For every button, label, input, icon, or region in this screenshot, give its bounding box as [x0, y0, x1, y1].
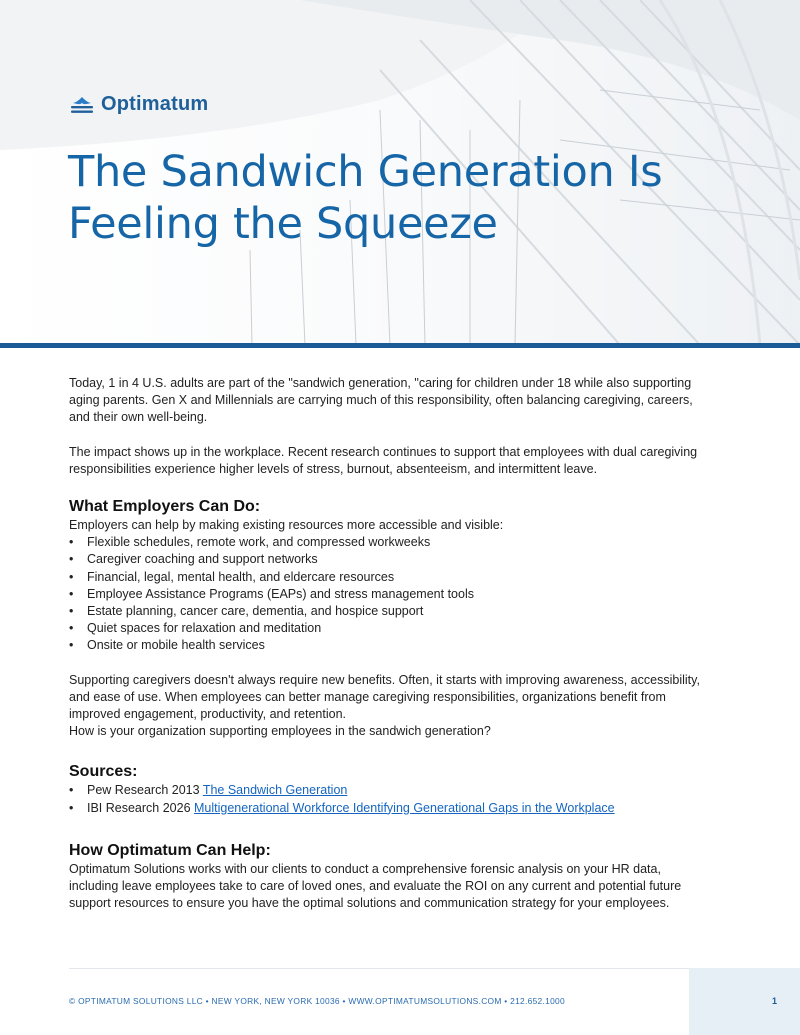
help-paragraph: Optimatum Solutions works with our clients to conduct a comprehensive forensic analysis on your HR data, including leave employees take to care of loved ones, and evaluate the ROI on any current and potential future support resources to ensure you have the optimal solutions and communication strategy for your employees.	[69, 861, 682, 911]
employers-heading: What Employers Can Do:	[69, 498, 261, 516]
sources-heading: Sources:	[69, 763, 138, 781]
intro-paragraph-2: The impact shows up in the workplace. Recent research continues to support that employees with dual caregiving responsibilities experience higher levels of stress, burnout, absenteeism, and intermittent leave.	[69, 444, 698, 476]
logo-icon	[69, 95, 95, 115]
help-heading: How Optimatum Can Help:	[69, 841, 271, 859]
source-prefix: IBI Research 2026	[87, 800, 195, 815]
list-item	[69, 586, 709, 603]
list-item-text: Onsite or mobile health services	[87, 638, 265, 653]
source-prefix: Pew Research 2013	[87, 783, 203, 798]
employers-list	[69, 534, 709, 654]
footer-contact: © OPTIMATUM SOLUTIONS LLC • NEW YORK, NEW YORK 10036 • WWW.OPTIMATUMSOLUTIONS.COM • 212.652.1000	[69, 996, 565, 1006]
employers-lead: Employers can help by making existing resources more accessible and visible:	[69, 518, 504, 533]
header-banner	[0, 0, 800, 350]
bullet-icon: •	[69, 800, 74, 815]
page-number: 1	[772, 996, 778, 1006]
article-body	[69, 375, 709, 912]
list-item-text: Caregiver coaching and support networks	[87, 552, 318, 567]
bullet-icon: •	[69, 638, 74, 653]
title-line-1: The Sandwich Generation Is	[68, 147, 663, 197]
list-item	[69, 569, 709, 586]
bullet-icon: •	[69, 783, 74, 798]
list-item	[69, 620, 709, 637]
list-item-text: Quiet spaces for relaxation and meditation	[87, 621, 322, 636]
list-item-text: Flexible schedules, remote work, and compressed workweeks	[87, 535, 431, 550]
brand-logo	[69, 93, 208, 116]
source-item	[69, 800, 709, 817]
source-link-multigenerational-workforce[interactable]: Multigenerational Workforce Identifying Generational Gaps in the Workplace	[194, 800, 615, 815]
source-link-sandwich-generation[interactable]: The Sandwich Generation	[202, 783, 348, 798]
footer-divider	[69, 968, 689, 969]
footer-page-box	[689, 968, 800, 1035]
list-item	[69, 637, 709, 654]
spacer	[69, 817, 709, 839]
source-item	[69, 782, 709, 799]
page-title	[68, 146, 748, 250]
bullet-icon: •	[69, 535, 74, 550]
list-item-text: Estate planning, cancer care, dementia, and hospice support	[87, 604, 424, 619]
brand-name: Optimatum	[101, 93, 209, 115]
bullet-icon: •	[69, 569, 74, 584]
bullet-icon: •	[69, 552, 74, 567]
bullet-icon: •	[69, 586, 74, 601]
employers-closing: Supporting caregivers doesn't always require new benefits. Often, it starts with improving awareness, accessibility, and ease of use. When employees can better manage caregiving responsibilities, organizations benefit from improved engagement, productivity, and retention.	[69, 672, 700, 722]
intro-paragraph-1: Today, 1 in 4 U.S. adults are part of the "sandwich generation, "caring for children under 18 while also supporting aging parents. Gen X and Millennials are carrying much of this responsibility, often balancing caregiving, careers, and their own well-being.	[69, 376, 693, 425]
bullet-icon: •	[69, 604, 74, 619]
list-item	[69, 551, 709, 568]
list-item	[69, 534, 709, 551]
spacer	[69, 740, 709, 760]
title-line-2: Feeling the Squeeze	[68, 199, 498, 249]
header-divider	[0, 343, 800, 348]
employers-question: How is your organization supporting employees in the sandwich generation?	[69, 724, 491, 739]
sources-list	[69, 782, 709, 816]
spacer	[69, 655, 709, 672]
list-item	[69, 603, 709, 620]
list-item-text: Financial, legal, mental health, and eldercare resources	[87, 569, 395, 584]
list-item-text: Employee Assistance Programs (EAPs) and stress management tools	[87, 586, 474, 601]
bullet-icon: •	[69, 621, 74, 636]
